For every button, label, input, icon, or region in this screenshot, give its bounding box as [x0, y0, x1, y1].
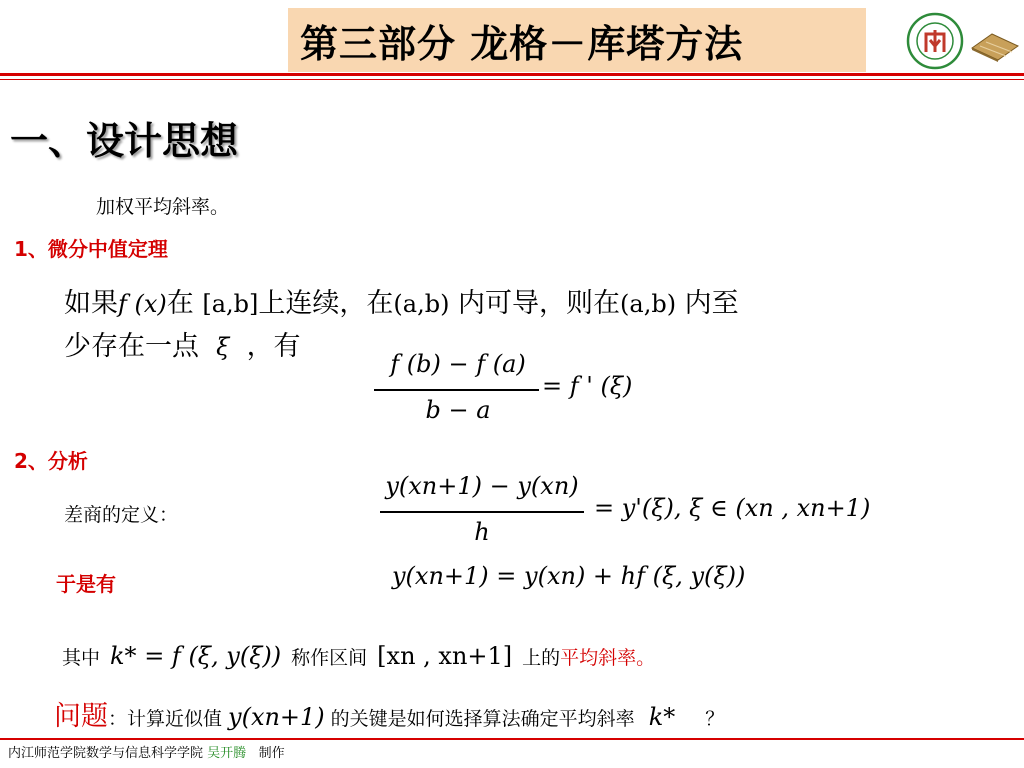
theorem-text-within: 内至: [684, 288, 739, 319]
average-slope-term: 平均斜率。: [560, 647, 656, 669]
definition-on: 上的: [522, 647, 561, 669]
k-star-definition: k* = f (ξ, y(ξ)): [110, 642, 282, 670]
question-text-a: ：计算近似值: [108, 708, 223, 730]
page-title: 第三部分 龙格－库塔方法: [300, 21, 744, 66]
header-divider-thin: [0, 79, 1024, 80]
theorem-text-exists: 少存在一点: [64, 331, 199, 362]
dq-fraction-bar: [380, 511, 584, 513]
difference-quotient-label: 差商的定义：: [64, 504, 179, 526]
theorem-line-2: [64, 324, 301, 363]
question-k-star: k*: [648, 703, 676, 731]
step-equation: y(xn+1) = y(xn) + hf (ξ, y(ξ)): [392, 562, 746, 590]
footer-divider: [0, 738, 1024, 740]
theorem-text-have: ，有: [246, 331, 301, 362]
dq-rhs: = y'(ξ), ξ ∈ (xn , xn+1): [594, 494, 871, 522]
dq-denominator: h: [474, 518, 490, 546]
closed-interval: [a,b]: [202, 290, 259, 318]
open-interval-1: (a,b): [393, 290, 450, 318]
footer-author: 吴开腾: [207, 746, 247, 761]
dq-numerator: y(xn+1) − y(xn): [385, 472, 579, 500]
mvt-rhs: = f ' (ξ): [542, 372, 633, 400]
question-y-xn1: y(xn+1): [228, 703, 325, 731]
mean-value-theorem-heading: 1、微分中值定理: [14, 237, 168, 261]
mvt-denominator: b − a: [425, 396, 491, 424]
question-label: 问题: [54, 701, 108, 732]
theorem-text-in: 在: [166, 288, 194, 319]
theorem-text-if: 如果: [64, 288, 118, 319]
footer-org: 内江师范学院数学与信息科学学院: [8, 746, 204, 761]
header-divider: [0, 73, 1024, 76]
mvt-fraction-bar: [374, 389, 539, 391]
theorem-line-1: [64, 281, 739, 320]
analysis-heading: 2、分析: [14, 449, 88, 473]
theorem-text-differentiable: 内可导，则在: [458, 288, 621, 319]
university-seal-icon: [906, 12, 964, 70]
footer-made: 制作: [258, 746, 285, 761]
section-subtitle: 加权平均斜率。: [96, 196, 230, 218]
footer: [8, 742, 285, 761]
question-text-b: 的关键是如何选择算法确定平均斜率: [330, 708, 635, 730]
title-banner: [288, 8, 866, 72]
definition-where: 其中: [62, 647, 101, 669]
average-slope-definition: [62, 642, 655, 670]
definition-interval: [xn , xn+1]: [377, 642, 513, 670]
f-of-x: f (x): [118, 290, 167, 318]
open-interval-2: (a,b): [620, 290, 677, 318]
so-we-have-label: 于是有: [56, 572, 116, 596]
question-line: [54, 694, 724, 733]
book-ornament-icon: [970, 28, 1020, 62]
theorem-text-continuous: 上连续，在: [258, 288, 394, 319]
xi-symbol: ξ: [216, 333, 230, 361]
question-mark: ？: [705, 708, 725, 730]
section-heading: 一、设计思想: [10, 119, 239, 163]
definition-called: 称作区间: [291, 647, 368, 669]
mvt-numerator: f (b) − f (a): [390, 350, 526, 378]
